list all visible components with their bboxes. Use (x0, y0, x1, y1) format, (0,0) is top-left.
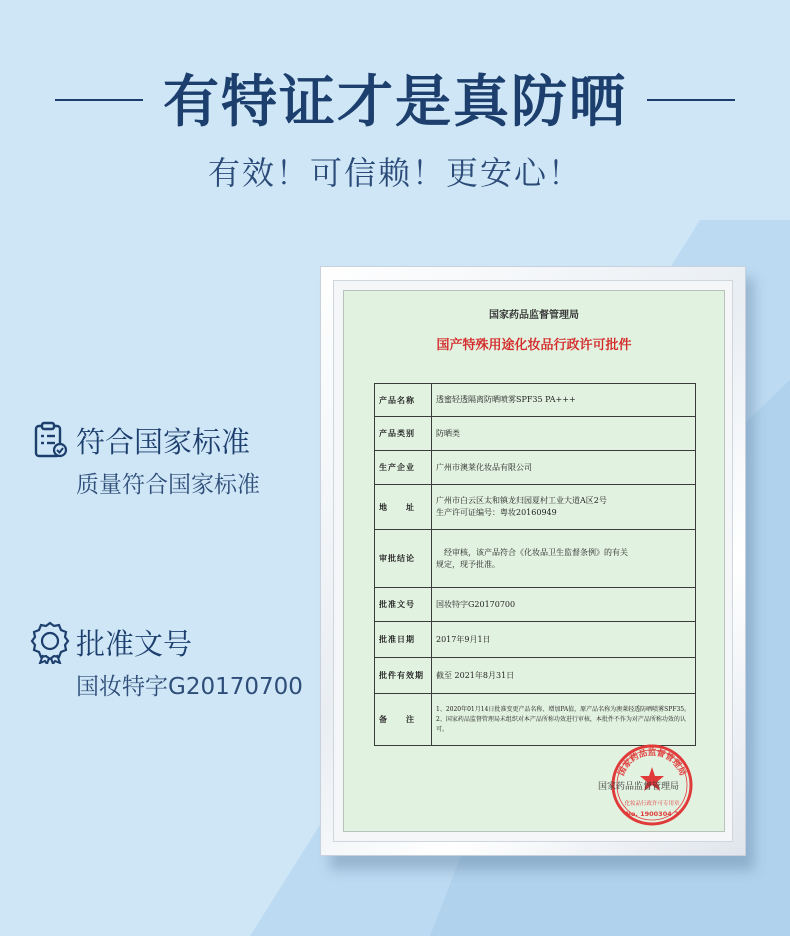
table-row (375, 417, 696, 451)
row-label: 备 注 (375, 694, 432, 746)
note-line-2: 2、国家药品监督管理局未组织对本产品所称功效进行审核，本批件不作为对产品所称功效的认可。 (436, 715, 686, 733)
page-subtitle: 有效！可信赖！更安心！ (207, 154, 582, 192)
row-label: 批准日期 (375, 622, 432, 658)
table-row (375, 622, 696, 658)
clipboard-list-icon (30, 420, 70, 460)
certificate-table (374, 383, 696, 746)
certificate-agency: 国家药品监督管理局 (489, 310, 579, 321)
feature-approval-desc: 国妆特字G20170700 (76, 674, 303, 700)
row-value: 透蜜轻透隔离防晒喷雾SPF35 PA+++ (432, 384, 696, 417)
certificate-signature: 国家药品监督管理局 (598, 782, 680, 792)
seal-text: 国家药品监督管理局 (616, 748, 688, 778)
table-row (375, 658, 696, 694)
award-badge-icon (30, 620, 70, 664)
row-value (432, 694, 696, 746)
feature-standard-desc: 质量符合国家标准 (76, 472, 260, 498)
table-row (375, 384, 696, 417)
conclusion-line-2: 规定，现予批准。 (436, 559, 500, 569)
row-label: 批件有效期 (375, 658, 432, 694)
page-title: 有特证才是真防晒 (163, 70, 627, 135)
table-row (375, 588, 696, 622)
row-label: 产品类别 (375, 417, 432, 451)
seal-number: No. 1900304 2 (625, 810, 679, 818)
row-label: 审批结论 (375, 530, 432, 588)
row-value: 截至 2021年8月31日 (432, 658, 696, 694)
row-value: 防晒类 (432, 417, 696, 451)
row-value (432, 530, 696, 588)
row-label: 批准文号 (375, 588, 432, 622)
table-row (375, 485, 696, 530)
seal-subtext: 化妆品行政许可专用章 (624, 801, 680, 807)
headline-rule-right (647, 99, 735, 101)
table-row (375, 530, 696, 588)
row-value: 2017年9月1日 (432, 622, 696, 658)
table-row (375, 694, 696, 746)
row-value: 广州市澳莱化妆品有限公司 (432, 451, 696, 485)
note-line-1: 1、2020年01月14日批准变更产品名称、增加PA值，原产品名称为澳莱轻透防晒喷雾SPF35。 (436, 705, 691, 713)
feature-standard-title: 符合国家标准 (76, 425, 251, 459)
feature-approval-title: 批准文号 (76, 627, 193, 661)
row-value (432, 485, 696, 530)
row-label: 生产企业 (375, 451, 432, 485)
conclusion-line-1: 经审核，该产品符合《化妆品卫生监督条例》的有关 (436, 547, 628, 557)
row-value: 国妆特字G20170700 (432, 588, 696, 622)
license-line: 生产许可证编号：粤妆20160949 (436, 508, 557, 517)
row-label: 产品名称 (375, 384, 432, 417)
certificate-title: 国产特殊用途化妆品行政许可批件 (436, 338, 632, 353)
row-label: 地 址 (375, 485, 432, 530)
table-row (375, 451, 696, 485)
address-line: 广州市白云区太和镇龙归园夏村工业大道A区2号 (436, 496, 607, 505)
